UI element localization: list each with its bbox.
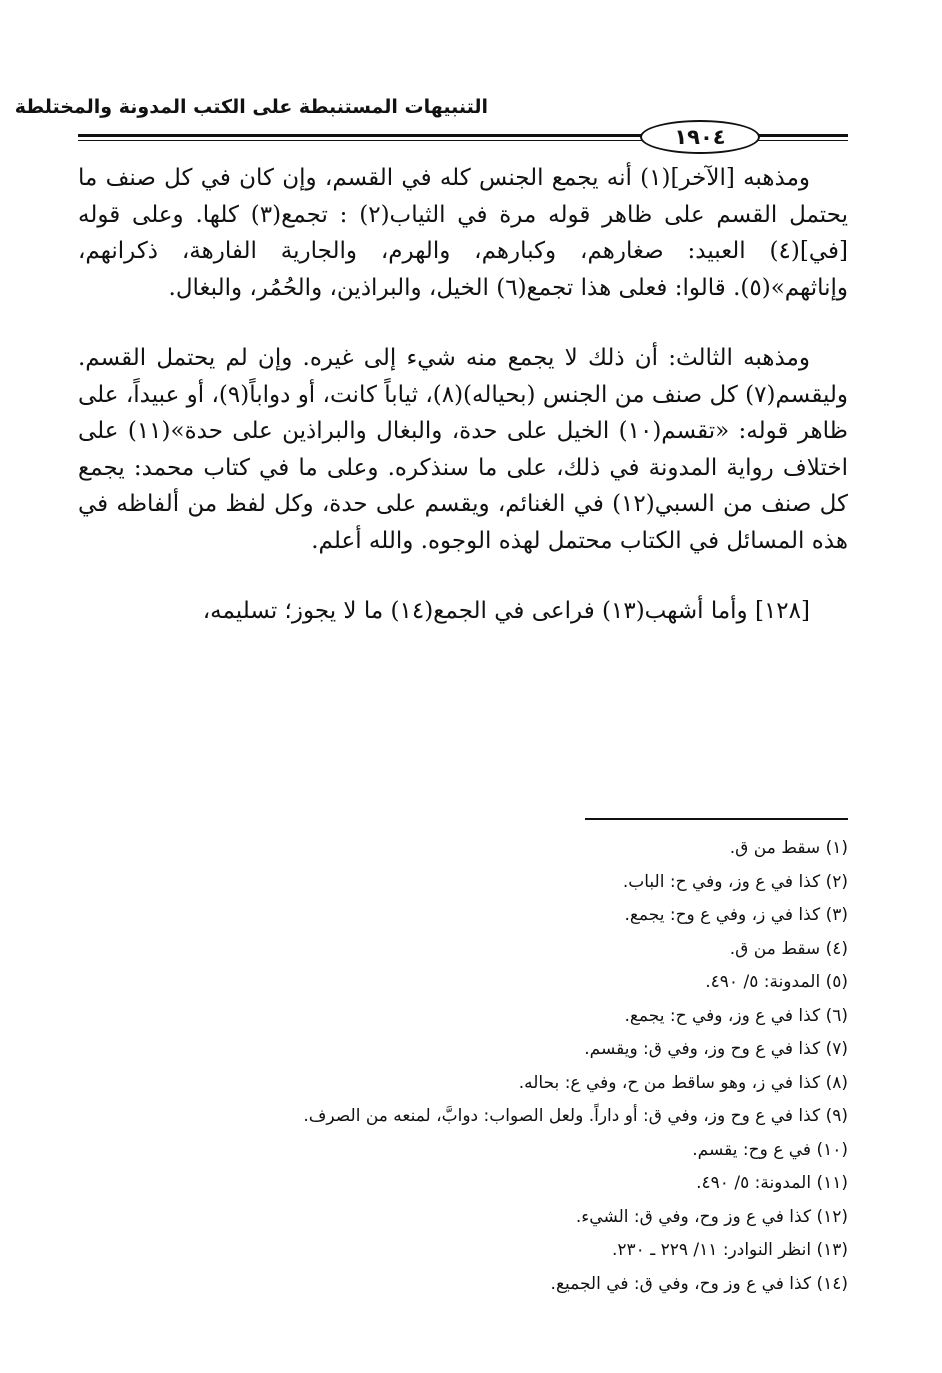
footnote: (١٣) انظر النوادر: ١١/ ٢٢٩ ـ ٢٣٠. — [612, 1240, 848, 1260]
footnotes — [78, 832, 848, 1301]
footnote-separator — [585, 818, 848, 820]
footnote: (٨) كذا في ز، وهو ساقط من ح، وفي ع: بحاله. — [518, 1072, 848, 1093]
footnote: (٦) كذا في ع وز، وفي ح: يجمع. — [624, 1005, 848, 1026]
page-number: ١٩٠٤ — [674, 125, 726, 149]
page-number-badge — [640, 120, 760, 154]
footnote: (٩) كذا في ع وح وز، وفي ق: أو داراً. ولعل الصواب: دوابَّ، لمنعه من الصرف. — [303, 1106, 848, 1126]
footnote: (١٤) كذا في ع وز وح، وفي ق: في الجميع. — [550, 1273, 848, 1294]
paragraph: ومذهبه [الآخر](١) أنه يجمع الجنس كله في القسم، وإن كان في كل صنف ما يحتمل القسم على ظاهر قوله مرة في الثياب(٢) : تجمع(٣) كلها. وعلى قوله [في](٤) العبيد: صغارهم، وكبارهم، والهرم، والجارية الفارهة، ذكرانهم، وإناثهم»(٥). قالوا: فعلى هذا تجمع(٦) الخيل، والبراذين، والحُمُر، والبغال. — [78, 165, 848, 301]
paragraph: ومذهبه الثالث: أن ذلك لا يجمع منه شيء إلى غيره. وإن لم يحتمل القسم. وليقسم(٧) كل صنف من الجنس (بحياله)(٨)، ثياباً كانت، أو دواباً(٩)، أو عبيداً، على ظاهر قوله: «تقسم(١٠) الخيل على حدة، والبغال والبراذين على حدة»(١١) على اختلاف رواية المدونة في ذلك، على ما سنذكره. وعلى ما في كتاب محمد: يجمع كل صنف من السبي(١٢) في الغنائم، ويقسم على حدة، وكل لفظ من ألفاظه في هذه المسائل في الكتاب محتمل لهذه الوجوه. والله أعلم. — [78, 345, 849, 554]
body-text — [78, 160, 848, 630]
footnote: (٢) كذا في ع وز، وفي ح: الباب. — [622, 871, 848, 892]
footnote: (١) سقط من ق. — [729, 838, 848, 858]
paragraph: [١٢٨] وأما أشهب(١٣) فراعى في الجمع(١٤) ما لا يجوز؛ تسليمه، — [202, 598, 810, 624]
footnote: (٣) كذا في ز، وفي ع وح: يجمع. — [624, 905, 848, 925]
footnote: (١٢) كذا في ع وز وح، وفي ق: الشيء. — [575, 1206, 848, 1227]
footnote: (٥) المدونة: ٥/ ٤٩٠. — [705, 972, 848, 992]
footnote: (٤) سقط من ق. — [729, 938, 848, 959]
running-title: التنبيهات المستنبطة على الكتب المدونة والمختلطة — [14, 96, 488, 118]
footnote: (٧) كذا في ع وح وز، وفي ق: ويقسم. — [584, 1039, 848, 1059]
footnote: (١٠) في ع وح: يقسم. — [692, 1139, 848, 1160]
footnote: (١١) المدونة: ٥/ ٤٩٠. — [696, 1173, 848, 1193]
